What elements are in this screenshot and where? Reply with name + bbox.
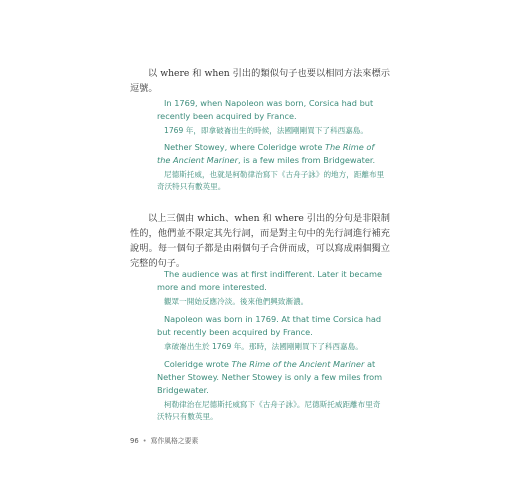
example-block-1 — [157, 97, 387, 137]
footer-separator: • — [142, 437, 147, 445]
example-chinese: 柯勒律治在尼德斯托威寫下《古舟子詠》。尼德斯托威距離布里奇沃特只有數英里。 — [157, 400, 381, 421]
body-paragraph-1: 以 where 和 when 引出的類似句子也要以相同方法來標示逗號。 — [130, 68, 390, 94]
example-english-pre: Nether Stowey, where Coleridge wrote — [164, 142, 325, 152]
page-footer — [130, 435, 198, 445]
example-chinese: 拿破崙出生於 1769 年。那時，法國剛剛買下了科西嘉島。 — [164, 342, 363, 351]
example-chinese: 尼德斯托威，也就是柯勒律治寫下《古舟子詠》的地方，距離布里奇沃特只有數英里。 — [157, 170, 385, 191]
example-chinese: 1769 年，即拿破崙出生的時候，法國剛剛買下了科西嘉島。 — [164, 126, 368, 135]
example-english: In 1769, when Napoleon was born, Corsica had but recently been acquired by France. — [157, 98, 374, 121]
example-block-4 — [157, 313, 387, 353]
page-number: 96 — [130, 437, 139, 445]
example-block-5 — [157, 358, 387, 423]
body-paragraph-2: 以上三個由 which、when 和 where 引出的分句是非限制性的，他們並不限定其先行詞，而是對主句中的先行詞進行補充說明。每一個句子都是由兩個句子合併而成，可以寫成兩個獨立完整的句子。 — [130, 213, 390, 269]
chapter-title: 寫作風格之要素 — [150, 437, 199, 445]
example-english: Napoleon was born in 1769. At that time Corsica had but recently been acquired by France. — [157, 314, 382, 337]
example-english-post: at Nether Stowey. Nether Stowey is only a few miles from Bridgewater. — [157, 359, 383, 395]
example-english-title: The Rime of the Ancient Mariner — [157, 142, 375, 165]
example-block-2 — [157, 141, 387, 193]
example-english — [157, 358, 387, 397]
example-english — [157, 141, 387, 167]
example-english-pre: Coleridge wrote — [164, 359, 232, 369]
example-block-3 — [157, 268, 387, 308]
example-english-title: The Rime of the Ancient Mariner — [231, 359, 365, 369]
example-english: The audience was at first indifferent. Later it became more and more interested. — [157, 269, 382, 292]
example-english-post: , is a few miles from Bridgewater. — [237, 155, 376, 165]
example-chinese: 觀眾一開始反應冷淡。後來他們興致漸濃。 — [164, 297, 309, 306]
